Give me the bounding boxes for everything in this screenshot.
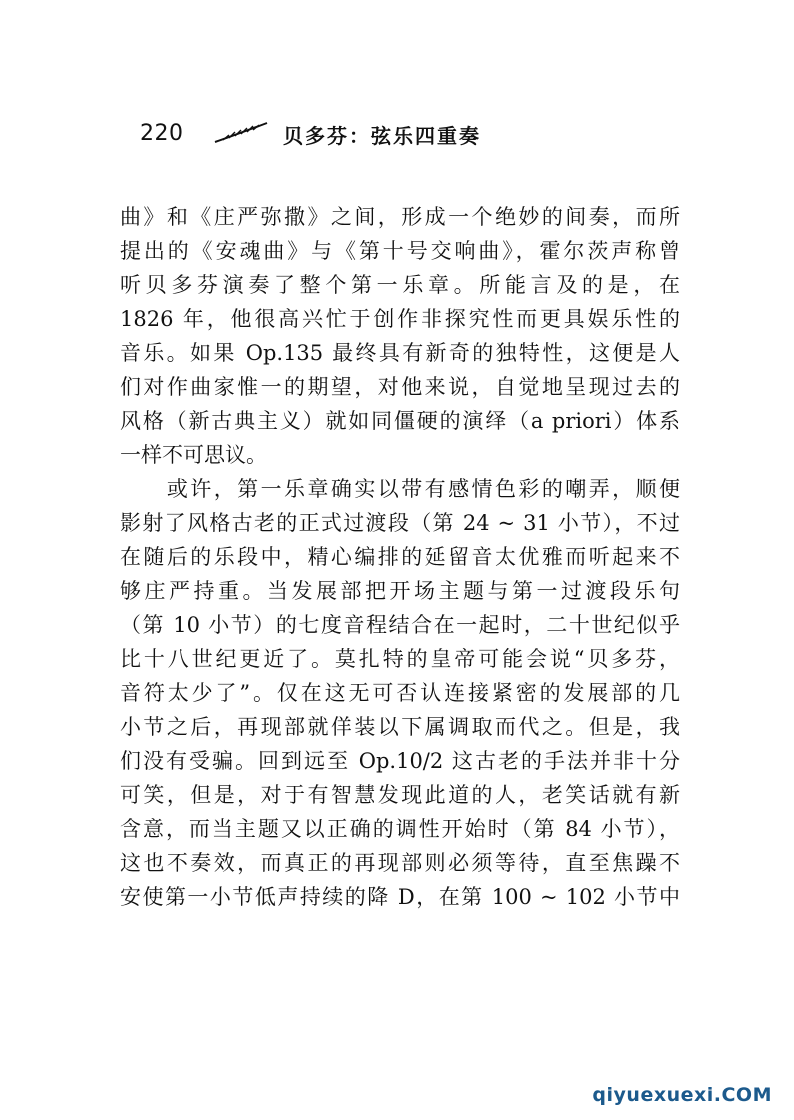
body-text <box>120 200 680 914</box>
quill-ornament-icon <box>213 120 269 146</box>
text-line: 在随后的乐段中，精心编排的延留音太优雅而听起来不 <box>120 545 680 569</box>
text-line: 们对作曲家惟一的期望，对他来说，自觉地呈现过去的 <box>120 375 680 399</box>
text-line: 音符太少了”。仅在这无可否认连接紧密的发展部的几 <box>120 681 680 705</box>
text-line: （第 10 小节）的七度音程结合在一起时，二十世纪似乎 <box>120 613 680 637</box>
text-line: 们没有受骗。回到远至 Op.10/2 这古老的手法并非十分 <box>120 749 680 773</box>
text-line: 安使第一小节低声持续的降 D，在第 100 ~ 102 小节中 <box>120 885 680 909</box>
text-line: 提出的《安魂曲》与《第十号交响曲》，霍尔茨声称曾 <box>120 239 680 263</box>
text-line: 或许，第一乐章确实以带有感情色彩的嘲弄，顺便 <box>120 477 680 501</box>
text-line: 这也不奏效，而真正的再现部则必须等待，直至焦躁不 <box>120 851 680 875</box>
site-watermark: qiyuexuexi.COM <box>592 1084 772 1106</box>
page-number: 220 <box>140 121 184 146</box>
text-line: 比十八世纪更近了。莫扎特的皇帝可能会说“贝多芬， <box>120 647 680 671</box>
running-title: 贝多芬：弦乐四重奏 <box>283 124 481 148</box>
text-line: 曲》和《庄严弥撒》之间，形成一个绝妙的间奏，而所 <box>120 205 680 229</box>
text-line: 含意，而当主题又以正确的调性开始时（第 84 小节）， <box>120 817 680 841</box>
text-line: 1826 年，他很高兴忙于创作非探究性而更具娱乐性的 <box>120 307 680 331</box>
text-line: 听贝多芬演奏了整个第一乐章。所能言及的是，在 <box>120 273 680 297</box>
text-line: 可笑，但是，对于有智慧发现此道的人，老笑话就有新 <box>120 783 680 807</box>
paragraph-2 <box>120 472 680 914</box>
text-line: 风格（新古典主义）就如同僵硬的演绎（a priori）体系 <box>120 409 680 433</box>
text-line: 小节之后，再现部就佯装以下属调取而代之。但是，我 <box>120 715 680 739</box>
text-line: 一样不可思议。 <box>120 443 267 467</box>
page-header <box>140 118 560 154</box>
paragraph-1 <box>120 200 680 472</box>
text-line: 音乐。如果 Op.135 最终具有新奇的独特性，这便是人 <box>120 341 680 365</box>
text-line: 影射了风格古老的正式过渡段（第 24 ~ 31 小节），不过 <box>120 511 680 535</box>
text-line: 够庄严持重。当发展部把开场主题与第一过渡段乐句 <box>120 579 680 603</box>
